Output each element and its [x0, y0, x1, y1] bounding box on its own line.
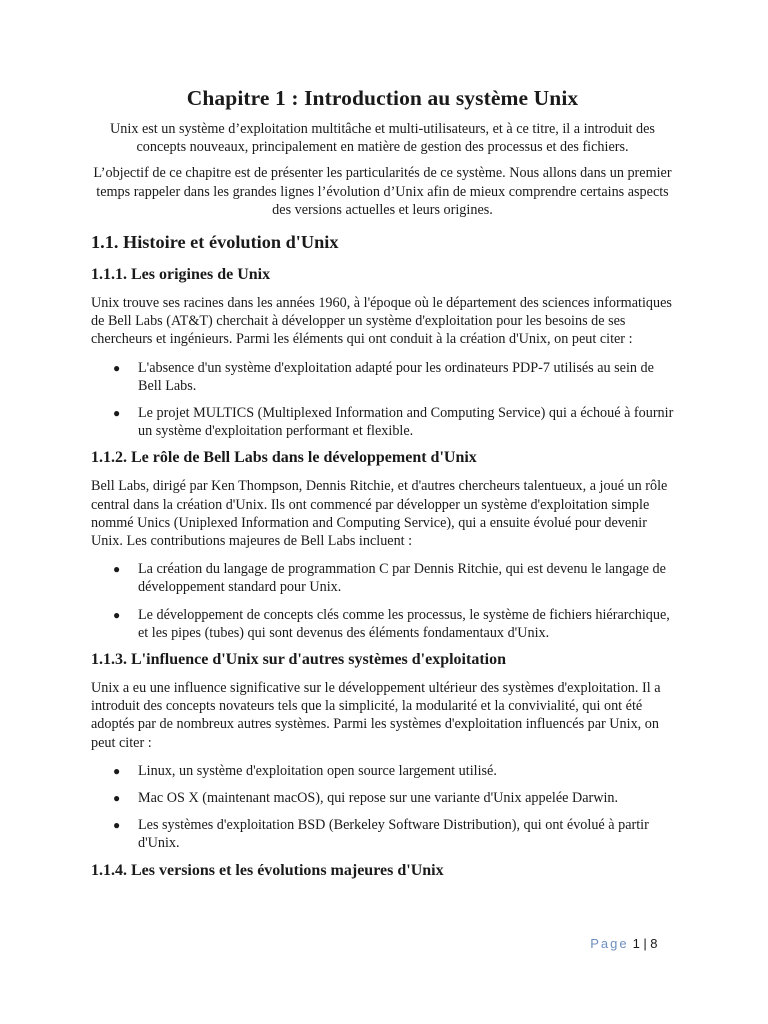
intro-paragraph-1: Unix est un système d’exploitation multitâche et multi-utilisateurs, et à ce titre, il a introduit des concepts nouveaux, principalement en matière de gestion des processus et des fichiers. — [110, 121, 655, 156]
subsection-1-1-2-bullet-list — [91, 560, 674, 642]
bullet-icon: ● — [113, 607, 121, 622]
list-item: ● Le projet MULTICS (Multiplexed Information and Computing Service) qui a échoué à fournir un système d'exploitation performant et flexible. — [113, 405, 674, 440]
subsection-heading-1-1-4: 1.1.4. Les versions et les évolutions majeures d'Unix — [91, 861, 444, 879]
bullet-icon: ● — [113, 360, 121, 375]
list-item: ● Les systèmes d'exploitation BSD (Berkeley Software Distribution), qui ont évolué à partir d'Unix. — [113, 817, 649, 852]
subsection-heading-1-1-2: 1.1.2. Le rôle de Bell Labs dans le développement d'Unix — [91, 449, 477, 467]
page-label: Page — [590, 936, 629, 951]
section-heading-1-1: 1.1. Histoire et évolution d'Unix — [91, 232, 339, 253]
bullet-icon: ● — [113, 791, 121, 806]
subsection-1-1-3-bullet-list — [91, 762, 674, 853]
list-item: ● La création du langage de programmation C par Dennis Ritchie, qui est devenu le langage de développement standard pour Unix. — [113, 561, 666, 596]
bullet-icon: ● — [113, 562, 121, 577]
subsection-1-1-1-bullet-list — [91, 359, 674, 441]
bullet-icon: ● — [113, 763, 121, 778]
list-item: ● Le développement de concepts clés comme les processus, le système de fichiers hiérarchique, et les pipes (tubes) qui sont devenus des éléments fondamentaux d'Unix. — [113, 606, 670, 641]
list-item: ● Mac OS X (maintenant macOS), qui repose sur une variante d'Unix appelée Darwin. — [113, 790, 619, 807]
page-footer — [590, 936, 658, 951]
bullet-icon: ● — [113, 406, 121, 421]
page-number: 1 — [632, 936, 641, 951]
chapter-title: Chapitre 1 : Introduction au système Unix — [186, 86, 579, 110]
subsection-1-1-1-paragraph: Unix trouve ses racines dans les années 1960, à l'époque où le département des sciences informatiques de Bell Labs (AT&T) cherchait à développer un système d'exploitation pour les besoins de ses chercheurs et ingénieurs. Parmi les éléments qui ont conduit à la création d'Unix, on peut citer : — [91, 295, 672, 348]
list-item: ● L'absence d'un système d'exploitation adapté pour les ordinateurs PDP-7 utilisés au sein de Bell Labs. — [113, 359, 654, 394]
intro-paragraph-2: L’objectif de ce chapitre est de présenter les particularités de ce système. Nous allons dans un premier temps rappeler dans les grandes lignes l’évolution d’Unix afin de mieux comprendre certains aspects des versions actuelles et leurs origines. — [93, 165, 672, 218]
subsection-heading-1-1-3: 1.1.3. L'influence d'Unix sur d'autres systèmes d'exploitation — [91, 651, 506, 669]
subsection-1-1-3-paragraph: Unix a eu une influence significative sur le développement ultérieur des systèmes d'exploitation. Il a introduit des concepts novateurs tels que la simplicité, la modularité et la convivialité, qui ont été adoptés par de nombreux autres systèmes. Parmi les systèmes d'exploitation influencés par Unix, on peut citer : — [91, 680, 661, 751]
subsection-1-1-2-paragraph: Bell Labs, dirigé par Ken Thompson, Dennis Ritchie, et d'autres chercheurs talentueux, a joué un rôle central dans la création d'Unix. Ils ont commencé par développer un système d'exploitation simple nommé Unics (Uniplexed Information and Computing Service), qui a ensuite évolué pour devenir Unix. Les contributions majeures de Bell Labs incluent : — [91, 478, 668, 550]
subsection-heading-1-1-1: 1.1.1. Les origines de Unix — [91, 266, 271, 284]
total-pages: 8 — [650, 936, 658, 951]
page-separator: | — [643, 936, 648, 951]
list-item: ● Linux, un système d'exploitation open source largement utilisé. — [113, 762, 497, 779]
bullet-icon: ● — [113, 818, 121, 833]
